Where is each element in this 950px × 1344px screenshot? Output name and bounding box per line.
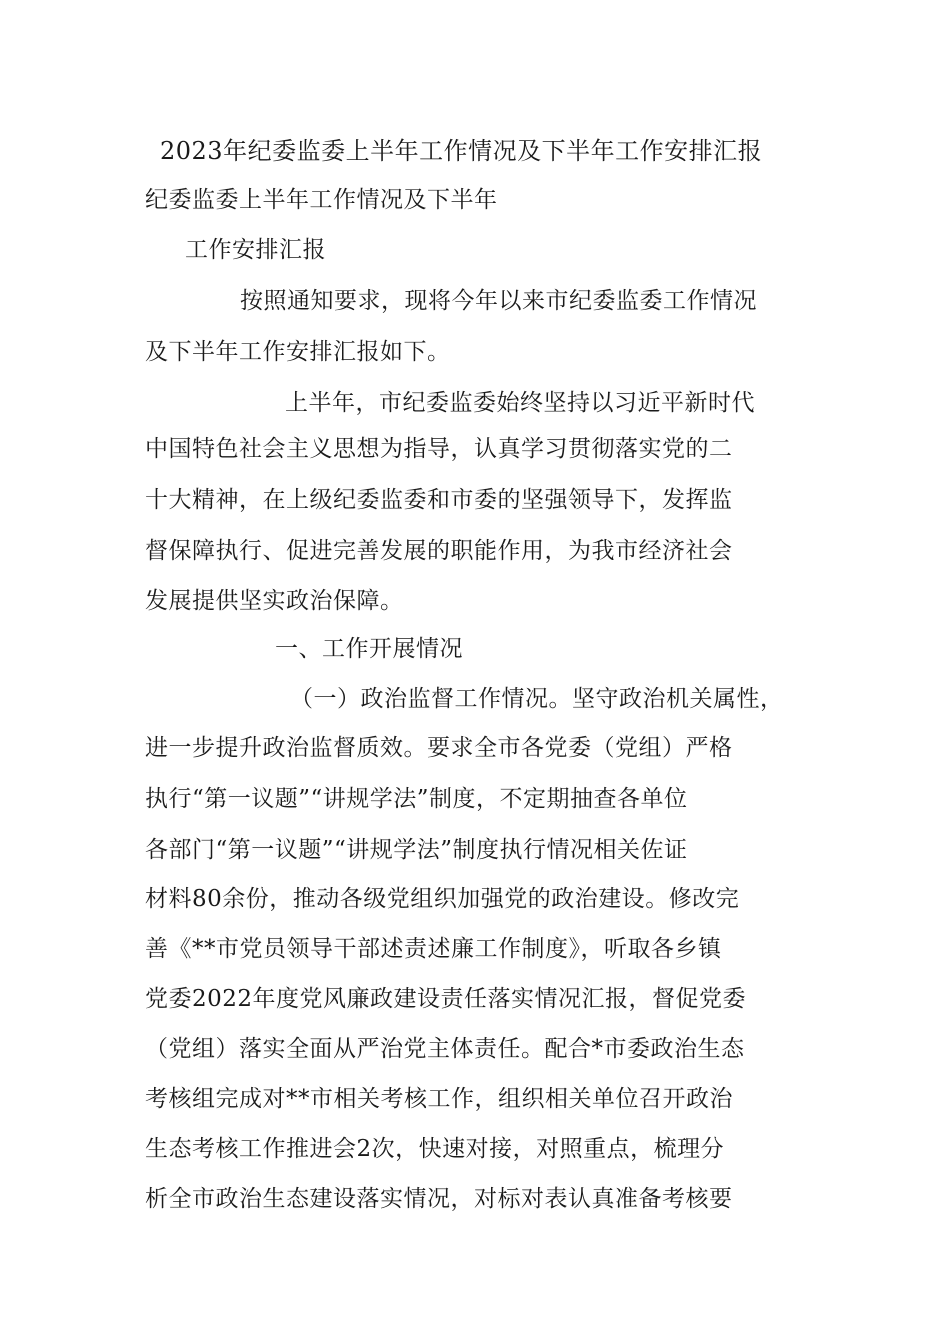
supervision-paragraph-line: 善《**市党员领导干部述责述廉工作制度》，听取各乡镇 (145, 936, 722, 962)
intro-paragraph-line: 及下半年工作安排汇报如下。 (145, 339, 451, 365)
supervision-paragraph-line: 考核组完成对**市相关考核工作，组织相关单位召开政治 (145, 1086, 733, 1112)
supervision-paragraph-line: （党组）落实全面从严治党主体责任。配合*市委政治生态 (145, 1036, 745, 1062)
supervision-paragraph-line: 生态考核工作推进会2次，快速对接，对照重点，梳理分 (145, 1136, 725, 1162)
overview-paragraph-line: 发展提供坚实政治保障。 (145, 588, 404, 614)
supervision-paragraph-line: 各部门“第一议题”“讲规学法”制度执行情况相关佐证 (145, 837, 688, 863)
overview-paragraph-line: 十大精神，在上级纪委监委和市委的坚强领导下，发挥监 (145, 487, 733, 513)
overview-paragraph-line: 中国特色社会主义思想为指导，认真学习贯彻落实党的二 (145, 436, 733, 462)
section-heading: 一、工作开展情况 (275, 636, 463, 662)
supervision-paragraph-line: 材料80余份，推动各级党组织加强党的政治建设。修改完 (145, 886, 740, 912)
supervision-paragraph-line: 党委2022年度党风廉政建设责任落实情况汇报，督促党委 (145, 986, 747, 1012)
intro-paragraph-line: 按照通知要求，现将今年以来市纪委监委工作情况 (240, 288, 757, 314)
supervision-paragraph-line: 执行“第一议题”“讲规学法”制度，不定期抽查各单位 (145, 786, 688, 812)
supervision-paragraph-line: 进一步提升政治监督质效。要求全市各党委（党组）严格 (145, 735, 733, 761)
document-subtitle-line-2: 工作安排汇报 (185, 237, 326, 263)
document-subtitle-line-1: 纪委监委上半年工作情况及下半年 (145, 187, 498, 213)
overview-paragraph-line: 上半年，市纪委监委始终坚持以习近平新时代 (285, 390, 755, 416)
supervision-paragraph-line: 析全市政治生态建设落实情况，对标对表认真准备考核要 (145, 1186, 733, 1212)
overview-paragraph-line: 督保障执行、促进完善发展的职能作用，为我市经济社会 (145, 538, 733, 564)
supervision-paragraph-line: （一）政治监督工作情况。坚守政治机关属性， (290, 686, 784, 712)
document-title: 2023年纪委监委上半年工作情况及下半年工作安排汇报 (160, 137, 763, 165)
